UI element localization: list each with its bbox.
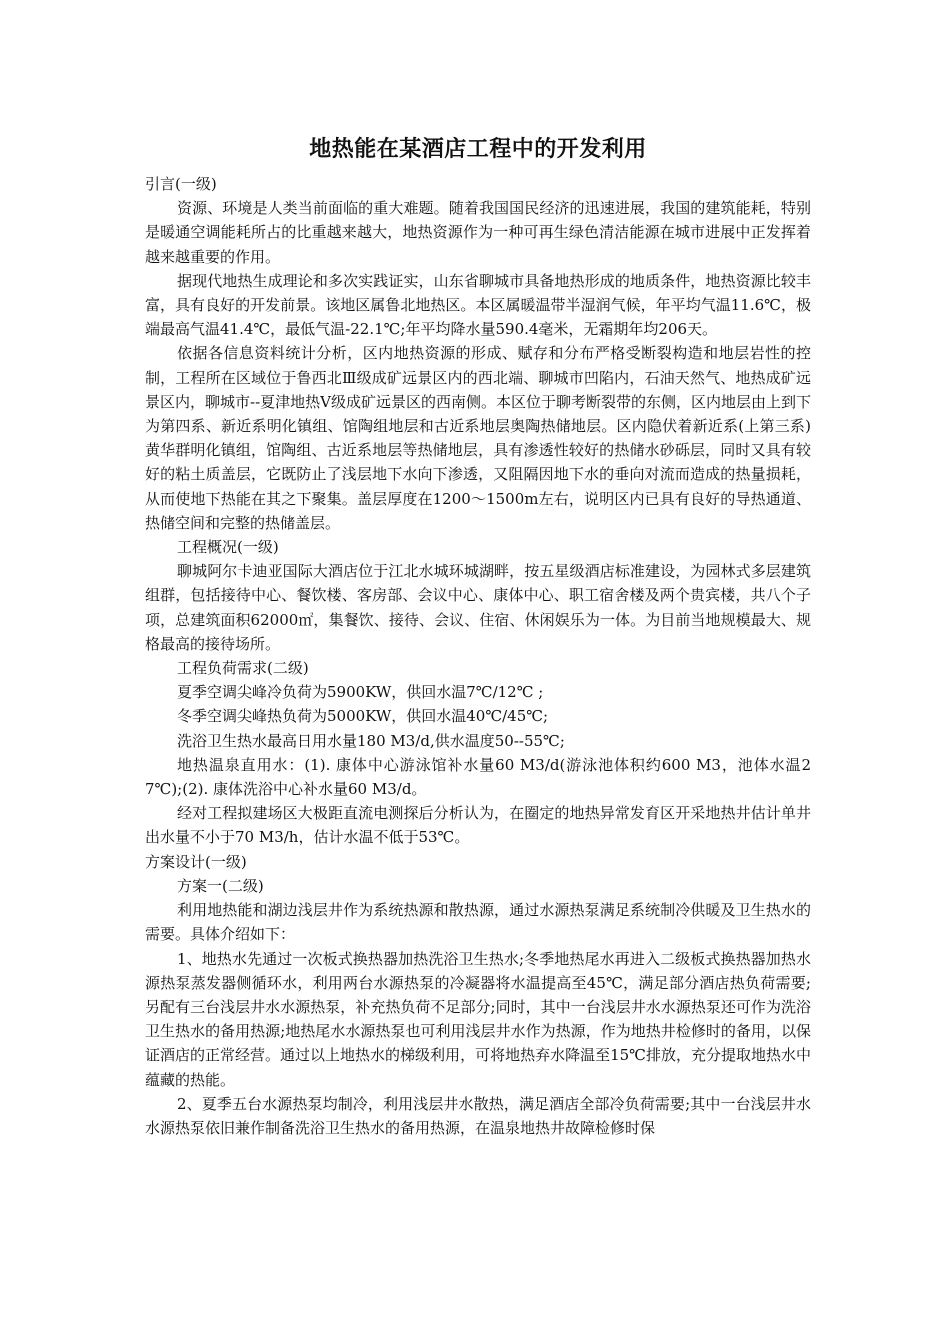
paragraph: 洗浴卫生热水最高日用水量180 M3/d,供水温度50--55℃;	[177, 731, 565, 750]
paragraph: 工程负荷需求(二级)	[177, 659, 309, 678]
paragraph: 经对工程拟建场区大极距直流电测探后分析认为，在圈定的地热异常发育区开采地热井估计单井出水量不小于70 M3/h，估计水温不低于53℃。	[145, 804, 811, 847]
document-title: 地热能在某酒店工程中的开发利用	[309, 137, 647, 162]
paragraph: 2、夏季五台水源热泵均制冷，利用浅层井水散热，满足酒店全部冷负荷需要;其中一台浅层井水水源热泵依旧兼作制备洗浴卫生热水的备用热源，在温泉地热井故障检修时保	[145, 1094, 811, 1137]
paragraph: 方案设计(一级)	[145, 852, 247, 871]
paragraph: 资源、环境是人类当前面临的重大难题。随着我国国民经济的迅速进展，我国的建筑能耗，特别是暖通空调能耗所占的比重越来越大，地热资源作为一种可再生绿色清洁能源在城市进展中正发挥着越来越重要的作用。	[145, 199, 811, 266]
paragraph: 地热温泉直用水：(1). 康体中心游泳馆补水量60 M3/d(游泳池体积约600 M3，池体水温27℃);(2). 康体洗浴中心补水量60 M3/d。	[145, 755, 811, 799]
paragraph: 利用地热能和湖边浅层井作为系统热源和散热源，通过水源热泵满足系统制冷供暖及卫生热水的需要。具体介绍如下：	[145, 901, 811, 944]
paragraph: 夏季空调尖峰冷负荷为5900KW，供回水温7℃/12℃ ;	[177, 683, 544, 702]
paragraph: 工程概况(一级)	[177, 538, 279, 557]
paragraph: 据现代地热生成理论和多次实践证实，山东省聊城市具备地热形成的地质条件，地热资源比较丰富，具有良好的开发前景。该地区属鲁北地热区。本区属暖温带半湿润气候，年平均气温11.6℃，极端最高气温41.4℃，最低气温-22.1℃;年平均降水量590.4毫米，无霜期年均206天。	[145, 271, 811, 339]
paragraph: 聊城阿尔卡迪亚国际大酒店位于江北水城环城湖畔，按五星级酒店标准建设，为园林式多层建筑组群，包括接待中心、餐饮楼、客房部、会议中心、康体中心、职工宿舍楼及两个贵宾楼，共八个子项，总建筑面积62000㎡，集餐饮、接待、会议、住宿、休闲娱乐为一体。为目前当地规模最大、规格最高的接待场所。	[145, 562, 811, 653]
paragraph: 1、地热水先通过一次板式换热器加热洗浴卫生热水;冬季地热尾水再进入二级板式换热器加热水源热泵蒸发器侧循环水，利用两台水源热泵的冷凝器将水温提高至45℃，满足部分酒店热负荷需要;另配有三台浅层井水水源热泵，补充热负荷不足部分;同时，其中一台浅层井水水源热泵还可作为洗浴卫生热水的备用热源;地热尾水水源热泵也可利用浅层井水作为热源，作为地热井检修时的备用，以保证酒店的正常经营。通过以上地热水的梯级利用，可将地热弃水降温至15℃排放，充分提取地热水中蕴藏的热能。	[145, 949, 811, 1089]
document-page	[145, 130, 811, 1140]
document-body	[145, 172, 811, 1140]
paragraph: 方案一(二级)	[177, 876, 264, 895]
paragraph: 引言(一级)	[145, 175, 217, 193]
paragraph: 冬季空调尖峰热负荷为5000KW，供回水温40℃/45℃;	[177, 707, 549, 726]
paragraph: 依据各信息资料统计分析，区内地热资源的形成、赋存和分布严格受断裂构造和地层岩性的控制，工程所在区域位于鲁西北Ⅲ级成矿远景区内的西北端、聊城市凹陷内，石油天然气、地热成矿远景区内，聊城市--夏津地热Ⅴ级成矿远景区的西南侧。本区位于聊考断裂带的东侧，区内地层由上到下为第四系、新近系明化镇组、馆陶组地层和古近系地层奥陶热储地层。区内隐伏着新近系(上第三系)黄华群明化镇组，馆陶组、古近系地层等热储地层，具有渗透性较好的热储水砂砾层，同时又具有较好的粘土质盖层，它既防止了浅层地下水向下渗透，又阻隔因地下水的垂向对流而造成的热量损耗，从而使地下热能在其之下聚集。盖层厚度在1200～1500m左右，说明区内已具有良好的导热通道、热储空间和完整的热储盖层。	[145, 344, 811, 532]
